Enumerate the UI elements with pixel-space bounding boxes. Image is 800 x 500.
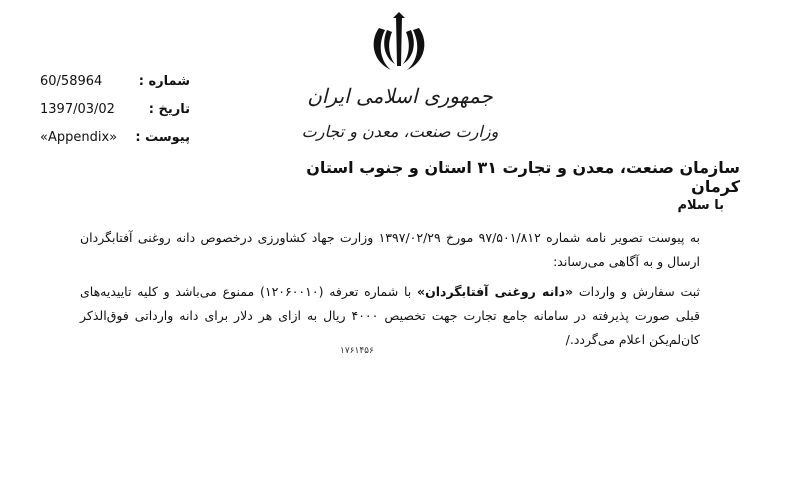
letter-number-row bbox=[40, 74, 190, 96]
paragraph2-rest: با شماره تعرفه (۱۲۰۶۰۰۱۰) ممنوع می‌باشد و کلیه تاییدیه‌های قبلی صورت پذیرفته در سامانه جامع تجارت جهت تخصیص ۴۰۰۰ ریال به ازای هر دلار برای دانه وارداتی فوق‌الذکر کان‌لم‌یکن اعلام می‌گردد./ bbox=[80, 284, 700, 347]
letter-number-value: 60/58964 bbox=[40, 74, 103, 89]
letter-date-label: تاریخ : bbox=[148, 102, 190, 117]
letter-attachment-value: «Appendix» bbox=[40, 130, 118, 145]
letter-attachment-row bbox=[40, 130, 190, 152]
reference-number: ۱۷۶۱۴۵۶ bbox=[340, 346, 374, 356]
republic-calligraphy: جمهوری اسلامی ایران bbox=[307, 84, 493, 108]
letter-date-value: 1397/03/02 bbox=[40, 102, 115, 117]
letter-attachment-label: پیوست : bbox=[135, 130, 190, 145]
body-paragraph-1: به پیوست تصویر نامه شماره ۹۷/۵۰۱/۸۱۲ مورخ ۱۳۹۷/۰۲/۲۹ وزارت جهاد کشاورزی درخصوص دانه روغنی آفتابگردان ارسال و به آگاهی می‌رساند: bbox=[80, 230, 700, 269]
ministry-calligraphy: وزارت صنعت، معدن و تجارت bbox=[301, 122, 499, 141]
product-name-bold: «دانه روغنی آفتابگردان» bbox=[417, 284, 574, 299]
paragraph2-start: ثبت سفارش و واردات bbox=[573, 284, 700, 299]
letter-date-row bbox=[40, 102, 190, 124]
body-paragraph-2 bbox=[80, 280, 700, 352]
recipient-organization: سازمان صنعت، معدن و تجارت ۳۱ استان و جنوب استان کرمان bbox=[306, 158, 740, 196]
iran-emblem-icon bbox=[365, 8, 433, 76]
greeting: با سلام bbox=[677, 198, 724, 213]
letter-number-label: شماره : bbox=[138, 74, 190, 89]
